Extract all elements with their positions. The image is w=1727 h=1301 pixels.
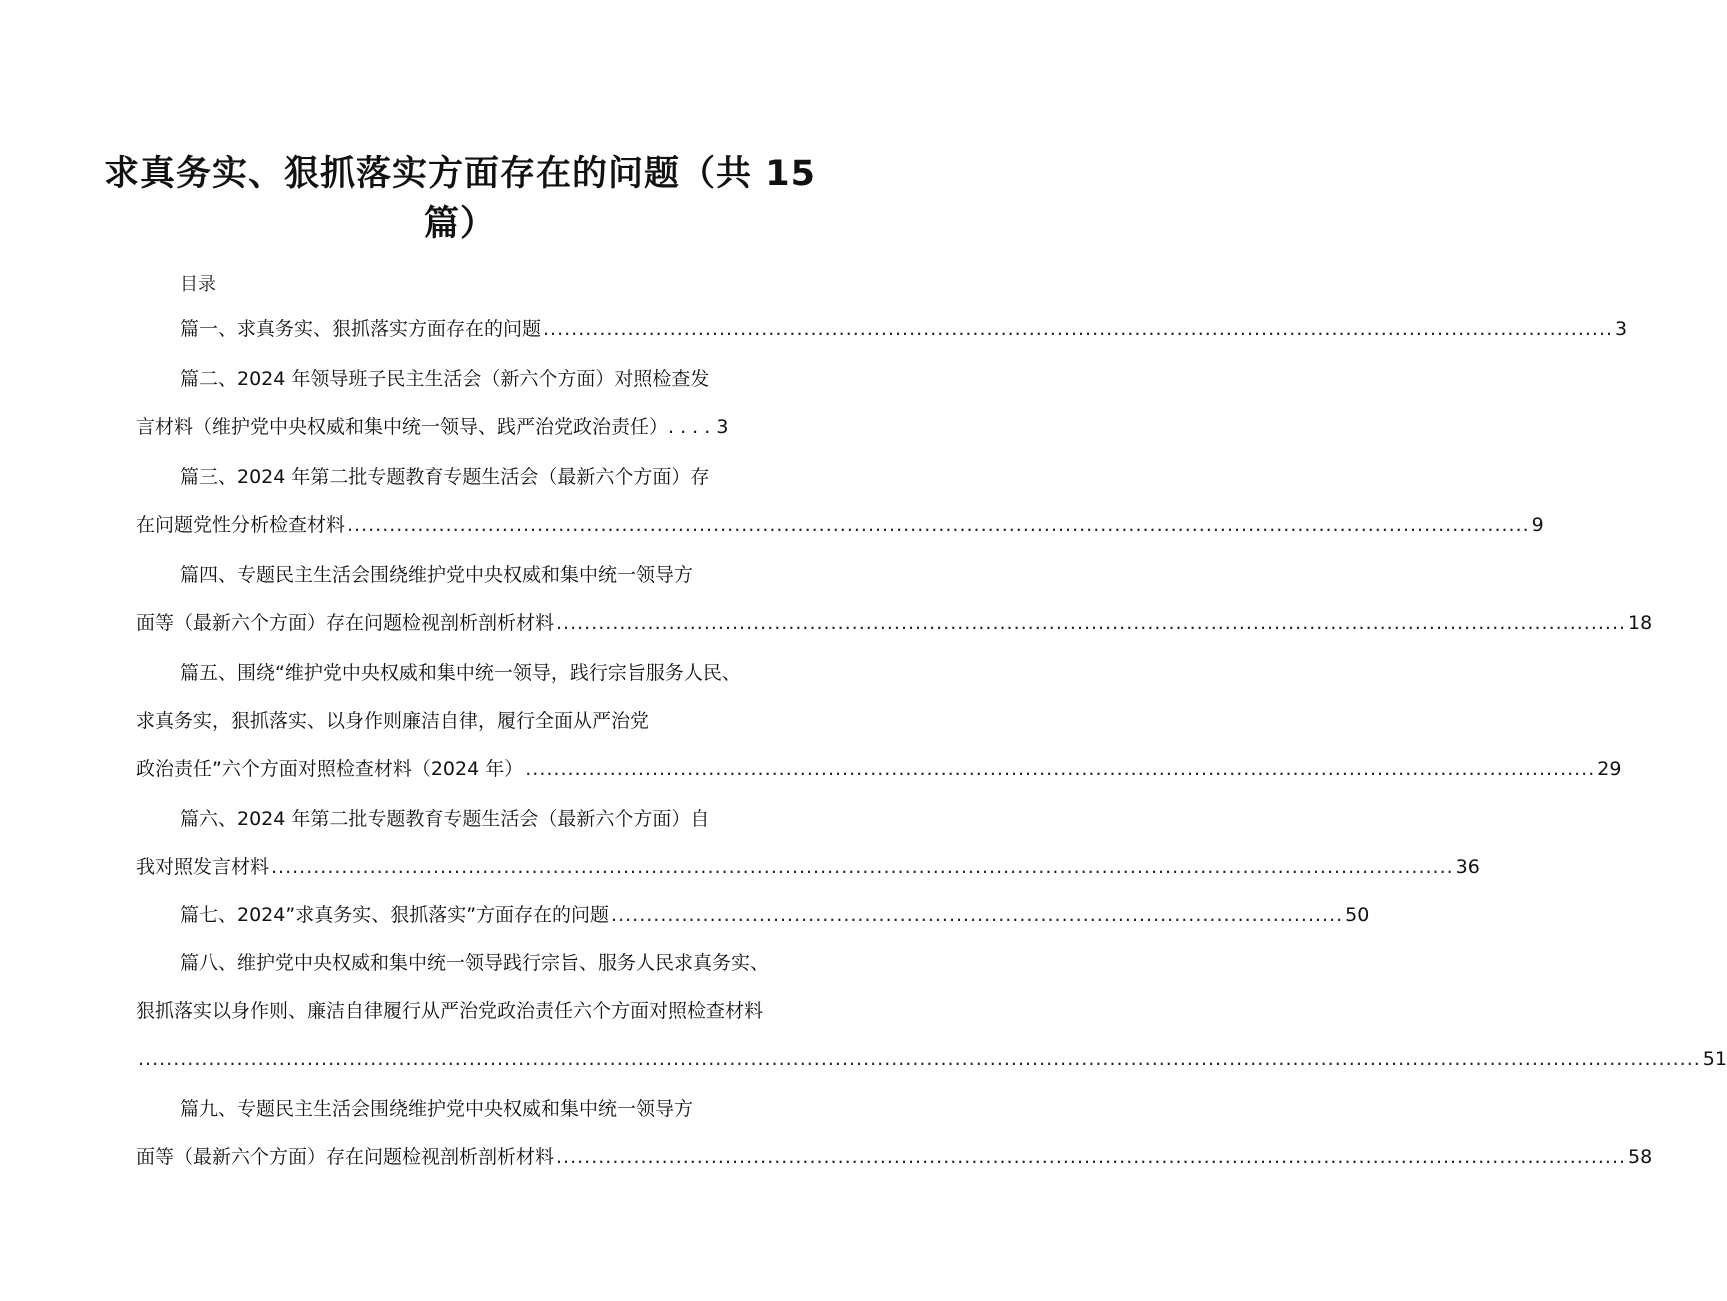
toc-entry-text: 求真务实，狠抓落实、以身作则廉洁自律，履行全面从严治党 <box>136 710 650 732</box>
toc-entry[interactable] <box>180 950 769 976</box>
toc-leader-dots: .............................................................................................................................................................................................................................. <box>138 1048 1701 1070</box>
toc-entry[interactable] <box>180 806 709 832</box>
toc-entry-continuation[interactable] <box>136 1144 1653 1170</box>
toc-page-number: 9 <box>1531 514 1544 536</box>
toc-leader-dots: ........................................................................................................................................................................ <box>271 856 1454 878</box>
toc-entry-continuation[interactable] <box>136 1046 1727 1072</box>
toc-entry-continuation[interactable] <box>136 414 728 440</box>
toc-entry-continuation[interactable] <box>136 854 1480 880</box>
toc-entry[interactable] <box>180 366 709 392</box>
toc-page-number: 51 <box>1702 1048 1727 1070</box>
toc-entry-text: 篇二、2024 年领导班子民主生活会（新六个方面）对照检查发 <box>180 368 710 390</box>
toc-entry-text: 言材料（维护党中央权威和集中统一领导、践严治党政治责任）. . . . 3 <box>136 416 729 438</box>
toc-entry[interactable] <box>180 1096 693 1122</box>
toc-leader-dots: ........................................................................................................ <box>611 904 1344 926</box>
toc-entry-continuation[interactable] <box>136 610 1653 636</box>
toc-page-number: 50 <box>1345 904 1370 926</box>
toc-entry-text: 篇九、专题民主生活会围绕维护党中央权威和集中统一领导方 <box>180 1098 694 1120</box>
toc-page-number: 58 <box>1628 1146 1653 1168</box>
toc-leader-dots: ........................................................................................................................................................ <box>556 1146 1627 1168</box>
toc-entry[interactable] <box>180 902 1370 928</box>
toc-entry[interactable] <box>180 562 693 588</box>
toc-leader-dots: ........................................................................................................................................................ <box>556 612 1627 634</box>
toc-entry[interactable] <box>180 316 1628 342</box>
toc-leader-dots: ........................................................................................................................................................ <box>525 758 1596 780</box>
document-title-line-2: 篇） <box>423 204 496 244</box>
toc-entry-text: 我对照发言材料 <box>136 856 270 878</box>
toc-leader-dots: ........................................................................................................................................................ <box>543 318 1614 340</box>
toc-entry-text: 篇六、2024 年第二批专题教育专题生活会（最新六个方面）自 <box>180 808 710 830</box>
toc-entry[interactable] <box>180 660 741 686</box>
document-title-line-1: 求真务实、狠抓落实方面存在的问题（共 15 <box>104 154 816 194</box>
toc-leader-dots: ........................................................................................................................................................................ <box>347 514 1530 536</box>
toc-entry[interactable] <box>180 464 709 490</box>
toc-entry-text: 篇五、围绕“维护党中央权威和集中统一领导，践行宗旨服务人民、 <box>180 662 741 684</box>
toc-entry-text: 面等（最新六个方面）存在问题检视剖析剖析材料 <box>136 1146 555 1168</box>
toc-entry-continuation[interactable] <box>136 708 649 734</box>
toc-entry-continuation[interactable] <box>136 512 1544 538</box>
toc-entry-text: 政治责任”六个方面对照检查材料（2024 年） <box>136 758 524 780</box>
toc-heading: 目录 <box>180 274 216 295</box>
toc-entry-text: 在问题党性分析检查材料 <box>136 514 346 536</box>
toc-entry-continuation[interactable] <box>136 998 763 1024</box>
toc-entry-text: 篇三、2024 年第二批专题教育专题生活会（最新六个方面）存 <box>180 466 710 488</box>
toc-entry-text: 篇一、求真务实、狠抓落实方面存在的问题 <box>180 318 542 340</box>
toc-entry-text: 篇七、2024”求真务实、狠抓落实”方面存在的问题 <box>180 904 610 926</box>
toc-entry-text: 面等（最新六个方面）存在问题检视剖析剖析材料 <box>136 612 555 634</box>
toc-page-number: 36 <box>1455 856 1480 878</box>
toc-entry-text: 狠抓落实以身作则、廉洁自律履行从严治党政治责任六个方面对照检查材料 <box>136 1000 764 1022</box>
toc-entry-text: 篇四、专题民主生活会围绕维护党中央权威和集中统一领导方 <box>180 564 694 586</box>
toc-page-number: 29 <box>1597 758 1622 780</box>
toc-page-number: 18 <box>1628 612 1653 634</box>
toc-entry-text: 篇八、维护党中央权威和集中统一领导践行宗旨、服务人民求真务实、 <box>180 952 770 974</box>
toc-entry-continuation[interactable] <box>136 756 1622 782</box>
toc-page-number: 3 <box>1615 318 1628 340</box>
